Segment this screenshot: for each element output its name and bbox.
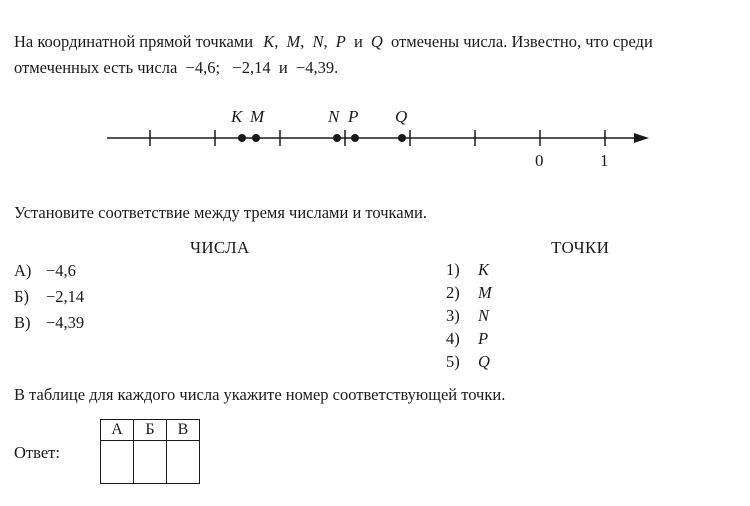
point-n (333, 134, 341, 142)
point-letter: M (478, 283, 492, 302)
point-item (446, 260, 489, 280)
point-number: 5) (446, 352, 460, 371)
number-letter: Б) (14, 287, 29, 306)
answer-header: Б (134, 420, 167, 441)
point-number: 4) (446, 329, 460, 348)
intro-text-b: отмечены числа. Известно, что среди (390, 32, 653, 51)
tick-label-0: 0 (535, 151, 544, 170)
intro-line-2: отмеченных есть числа −4,6; −2,14 и −4,39. (14, 58, 339, 77)
number-value: −4,39 (46, 313, 85, 332)
point-name-k: K (263, 32, 275, 51)
answer-cell-a[interactable] (101, 441, 134, 484)
answer-header: А (101, 420, 134, 441)
point-m (252, 134, 260, 142)
tick-label-1: 1 (600, 151, 609, 170)
answer-cell-v[interactable] (167, 441, 200, 484)
point-p (351, 134, 359, 142)
axis-arrow (634, 133, 649, 143)
label-k: K (231, 107, 243, 126)
point-item (446, 306, 489, 326)
answer-label: Ответ: (14, 443, 60, 462)
label-m: M (250, 107, 265, 126)
point-letter: K (478, 260, 490, 279)
instruction: Установите соответствие между тремя числами и точками. (14, 203, 428, 222)
point-name-p: P (335, 32, 346, 51)
number-item (14, 287, 84, 307)
number-letter: А) (14, 261, 32, 280)
answer-table (100, 419, 200, 484)
points-header: ТОЧКИ (551, 238, 610, 257)
numbers-header: ЧИСЛА (190, 238, 250, 257)
answer-header: В (167, 420, 200, 441)
intro-line-1: На координатной прямой точками K, M, N, P и Q отмечены числа. Известно, что среди (14, 32, 653, 51)
point-number: 2) (446, 283, 460, 302)
point-letter: N (478, 306, 490, 325)
point-item (446, 329, 488, 349)
point-name-n: N (312, 32, 324, 51)
point-item (446, 283, 492, 303)
intro-and: и (353, 32, 363, 51)
intro-text-a: На координатной прямой точками (14, 32, 254, 51)
number-line (0, 90, 750, 280)
point-k (238, 134, 246, 142)
point-letter: Q (478, 352, 490, 371)
number-item (14, 313, 84, 333)
number-letter: В) (14, 313, 31, 332)
answer-cell-b[interactable] (134, 441, 167, 484)
number-value: −4,6 (46, 261, 76, 280)
label-n: N (328, 107, 340, 126)
point-item (446, 352, 490, 372)
label-p: P (348, 107, 359, 126)
point-name-m: M (286, 32, 301, 51)
number-item (14, 261, 76, 281)
number-value: −2,14 (46, 287, 85, 306)
point-letter: P (478, 329, 489, 348)
point-q (398, 134, 406, 142)
point-number: 3) (446, 306, 460, 325)
table-instruction: В таблице для каждого числа укажите номер соответствующей точки. (14, 385, 506, 404)
label-q: Q (395, 107, 408, 126)
point-name-q: Q (370, 32, 383, 51)
point-number: 1) (446, 260, 460, 279)
